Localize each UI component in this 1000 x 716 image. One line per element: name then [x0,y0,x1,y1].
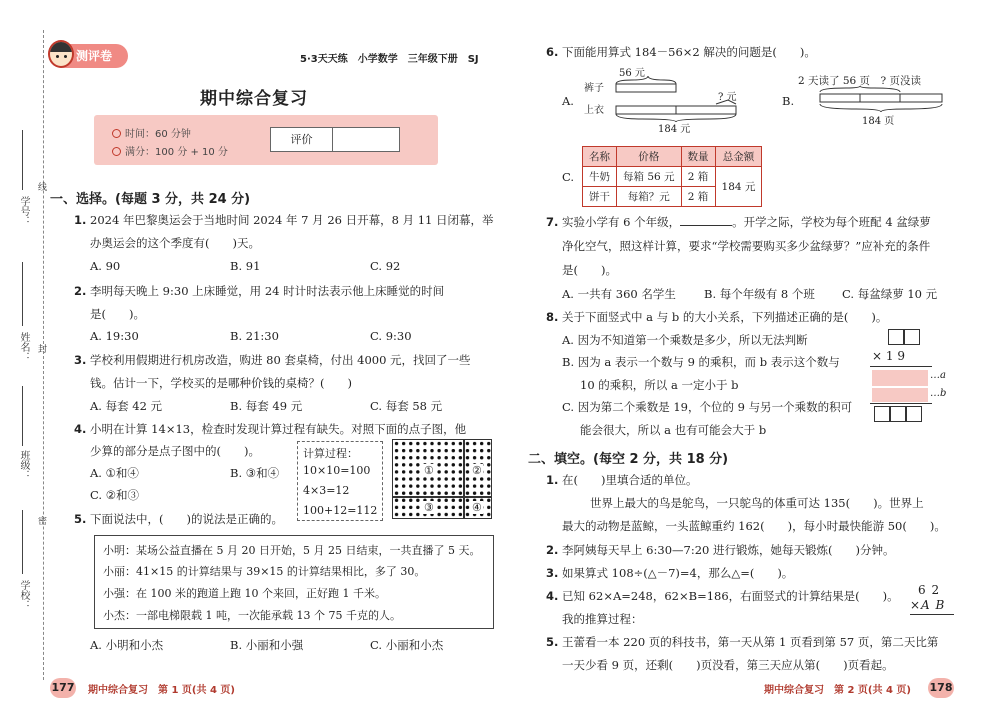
q1-line1 [74,212,494,228]
calc-step2: 4×3=12 [303,484,350,497]
footer-left: 期中综合复习 第 1 页(共 4 页) [88,685,235,696]
q6b-text: 2 天读了 56 页 ? 页没读 [798,75,922,87]
digit-box[interactable] [888,329,904,345]
q3-text1: 学校利用假期进行机房改造，购进 80 套桌椅，付出 4000 元，找回了一些 [90,353,471,367]
q2-number: 2. [74,284,87,298]
q6c-row2-name: 饼干 [583,187,617,207]
f1-text1: 在( )里填合适的单位。 [562,473,698,487]
q5-option-c[interactable]: C. 小丽和小杰 [370,638,444,652]
dot-grid-hsplit [393,496,491,498]
q6b-184-label: 184 页 [862,116,895,127]
q1-number: 1. [74,213,87,227]
q6a-184-label: 184 元 [658,124,691,135]
q3-option-a[interactable]: A. 每套 42 元 [90,399,163,413]
q6c-row2-qty: 2 箱 [681,187,715,207]
q6a-top-label: 上衣 [584,105,604,116]
q1-text1: 2024 年巴黎奥运会于当地时间 2024 年 7 月 26 日开幕，8 月 11 日闭幕，举 [90,213,494,227]
q2-option-a[interactable]: A. 19:30 [90,329,139,343]
q7-option-a[interactable]: A. 一共有 360 名学生 [562,287,676,301]
right-page [500,0,1000,716]
section-fill-title: 二、填空。(每空 2 分，共 18 分) [528,452,729,467]
f5-text1: 王蕾看一本 220 页的科技书，第一天从第 1 页看到第 57 页，第二天比第 [562,635,939,649]
q8-result-boxes [874,406,922,425]
calc-title: 计算过程： [303,447,358,460]
gutter-student-id: 学号： [18,196,29,226]
q6c-header-total: 总金额 [715,147,762,167]
binding-dashed-line [43,30,44,680]
q6c-table [582,146,762,207]
q4-number: 4. [74,422,87,436]
check-icon [112,147,121,156]
q8-number: 8. [546,310,559,324]
q1-option-b[interactable]: B. 91 [230,259,261,273]
q2-option-b[interactable]: B. 21:30 [230,329,279,343]
q3-line1 [74,352,471,368]
f4-text1: 已知 62×A=248，62×B=186，右面竖式的计算结果是( )。 [562,589,899,603]
f1-number: 1. [546,473,559,487]
q3-line2: 钱。估计一下，学校买的是哪种价钱的桌椅？( ) [90,376,352,390]
q8-text1: 关于下面竖式中 a 与 b 的大小关系，下列描述正确的是( )。 [562,310,888,324]
header-info: 5·3天天练 小学数学 三年级下册 SJ [300,54,479,65]
q6-option-a[interactable]: A. [562,94,574,108]
statement-xiaoli: 小丽：41×15 的计算结果与 39×15 的计算结果相比，多了 30。 [103,565,426,578]
gutter-line-name [22,262,23,326]
section-choice-title: 一、选择。(每题 3 分，共 24 分) [50,192,251,207]
gutter-line-id [22,130,23,190]
q5-line1 [74,511,283,527]
q6c-row2-price: 每箱？元 [617,187,682,207]
q8-option-b-line2: 10 的乘积，所以 a 一定小于 b [580,378,739,392]
region-2-label: ② [472,464,482,477]
statement-xiaoming: 小明：某场公益直播在 5 月 20 日开始，5 月 25 日结束，一共直播了 5 天。 [103,544,481,557]
q4-text1: 小明在计算 14×13，检查时发现计算过程有缺失。对照下面的点子图，他 [90,422,467,436]
q2-text1: 李明每天晚上 9:30 上床睡觉，用 24 时计时法表示他上床睡觉的时间 [90,284,445,298]
f2-line1 [546,542,894,558]
q3-option-c[interactable]: C. 每套 58 元 [370,399,443,413]
dot-grid-diagram [392,439,492,519]
q5-option-a[interactable]: A. 小明和小杰 [90,638,164,652]
q6a-segment-diagram [612,74,752,124]
page-title: 期中综合复习 [200,89,308,109]
test-badge: 测评卷 [50,44,128,68]
gutter-line-class [22,386,23,446]
q8-option-c-line2: 能会很大，所以 a 也有可能会大于 b [580,423,767,437]
q3-option-b[interactable]: B. 每套 49 元 [230,399,303,413]
q8-line-2 [870,403,932,404]
region-1-label: ① [424,464,434,477]
cut-mark-secret: 密 [38,517,48,527]
f5-line2: 一天少看 9 页，还剩( )页没看，第三天应从第( )页看起。 [562,658,894,672]
q4-line1 [74,421,466,437]
f1-line3: 最大的动物是蓝鲸，一头蓝鲸重约 162( )，每小时最快能游 50( )。 [562,519,946,533]
q2-line1 [74,283,444,299]
cut-mark-seal: 封 [38,345,48,355]
q8-mark-b: …b [930,388,947,399]
q6c-header-name: 名称 [583,147,617,167]
q7-line2: 净化空气，照这样计算，要求“学校需要购买多少盆绿萝？”应补充的条件 [562,239,931,253]
q4-option-b[interactable]: B. ③和④ [230,466,280,480]
q6c-row1-price: 每箱 56 元 [617,167,682,187]
q5-text1: 下面说法中，( )的说法是正确的。 [90,512,284,526]
q4-option-a[interactable]: A. ①和④ [90,466,139,480]
q7-option-c[interactable]: C. 每盆绿萝 10 元 [842,287,938,301]
q8-option-a[interactable]: A. 因为不知道第一个乘数是多少，所以无法判断 [562,333,808,347]
f3-text1: 如果算式 108÷(△－7)=4，那么△=( )。 [562,566,794,580]
f1-line2: 世界上最大的鸟是鸵鸟，一只鸵鸟的体重可达 135( )。世界上 [590,496,924,510]
calc-step1: 10×10=100 [303,464,371,477]
f4-vertical-bottom: ×A B [910,598,946,612]
q6a-unknown-label: ? 元 [718,92,737,103]
f4-vertical-line [910,614,954,615]
gutter-class: 班级： [18,450,29,480]
cut-mark-line: 线 [38,183,48,193]
statement-xiaojie: 小杰：一部电梯限载 1 吨，一次能承载 13 个 75 千克的人。 [103,609,401,622]
digit-box[interactable] [904,329,920,345]
q7-blank[interactable] [680,225,732,226]
q8-line1 [546,309,887,325]
result-box[interactable] [874,406,890,422]
result-box[interactable] [890,406,906,422]
q6c-total: 184 元 [715,167,762,207]
evaluation-box[interactable] [270,127,400,152]
q4-option-c[interactable]: C. ②和③ [90,488,140,502]
q8-line-1 [870,366,932,367]
footer-right: 期中综合复习 第 2 页(共 4 页) [764,685,911,696]
result-box[interactable] [906,406,922,422]
f2-number: 2. [546,543,559,557]
q6a-56-label: 56 元 [619,68,645,79]
f3-line1 [546,565,793,581]
q4-line2: 少算的部分是点子图中的( )。 [90,444,260,458]
f4-line1 [546,588,899,604]
q5-option-b[interactable]: B. 小丽和小强 [230,638,304,652]
q6-line1 [546,44,816,60]
q6-option-b[interactable]: B. [782,94,795,108]
q8-partial-a-bar [872,370,928,386]
q6a-pants-label: 裤子 [584,83,604,94]
q8-times-19: × 1 9 [872,349,905,363]
q7-text1: 实验小学有 6 个年级， [562,215,681,229]
gutter-line-school [22,510,23,574]
f1-line1 [546,472,698,488]
dot-grid-vsplit [463,440,465,518]
statement-xiaoqiang: 小强：在 100 米的跑道上跑 10 个来回，正好跑 1 千米。 [103,587,386,600]
q6c-header-qty: 数量 [681,147,715,167]
region-3-label: ③ [424,501,434,514]
q1-option-a[interactable]: A. 90 [90,259,121,273]
q7-line1 [546,214,931,230]
exam-time: 时间：60 分钟 [125,129,191,140]
exam-info-box [94,115,438,165]
q6b-segment-diagram [816,86,946,112]
q6c-header-price: 价格 [617,147,682,167]
q6-number: 6. [546,45,559,59]
q6c-row1-qty: 2 箱 [681,167,715,187]
page-number-right: 178 [928,678,954,698]
calc-process-box [297,441,383,521]
exam-score: 满分：100 分 + 10 分 [125,147,228,158]
q8-mark-a: …a [930,370,946,381]
f2-text1: 李阿姨每天早上 6:30—7:20 进行锻炼，她每天锻炼( )分钟。 [562,543,895,557]
q3-number: 3. [74,353,87,367]
f4-vertical-top: 6 2 [918,583,941,597]
q7-text1b: 。开学之际，学校为每个班配 4 盆绿萝 [732,215,931,229]
q5-number: 5. [74,512,87,526]
f5-number: 5. [546,635,559,649]
q1-line2: 办奥运会的这个季度有( )天。 [90,236,260,250]
mascot-face-icon [48,40,74,68]
gutter-school: 学校： [18,580,29,610]
q6c-row1-name: 牛奶 [583,167,617,187]
q1-option-c[interactable]: C. 92 [370,259,401,273]
f4-number: 4. [546,589,559,603]
q2-line2: 是( )。 [90,307,145,321]
f4-line2: 我的推算过程： [562,612,643,626]
clock-icon [112,129,121,138]
region-4-label: ④ [472,501,482,514]
statements-box [94,535,494,629]
q8-option-c[interactable]: C. 因为第二个乘数是 19，个位的 9 与另一个乘数的积可 [562,400,853,414]
calc-step3: 100+12=112 [303,504,378,517]
q8-partial-b-bar [872,388,928,402]
q6-option-c[interactable]: C. [562,170,575,184]
q7-line3: 是( )。 [562,263,617,277]
f5-line1 [546,634,938,650]
f3-number: 3. [546,566,559,580]
q7-number: 7. [546,215,559,229]
q7-option-b[interactable]: B. 每个年级有 8 个班 [704,287,815,301]
q8-option-b[interactable]: B. 因为 a 表示一个数与 9 的乘积，而 b 表示这个数与 [562,355,840,369]
evaluation-label: 评价 [271,128,333,151]
q6-text1: 下面能用算式 184－56×2 解决的问题是( )。 [562,45,816,59]
q2-option-c[interactable]: C. 9:30 [370,329,412,343]
page-number-left: 177 [50,678,76,698]
gutter-name: 姓名： [18,332,29,362]
q8-multiplier-digits [888,329,920,348]
